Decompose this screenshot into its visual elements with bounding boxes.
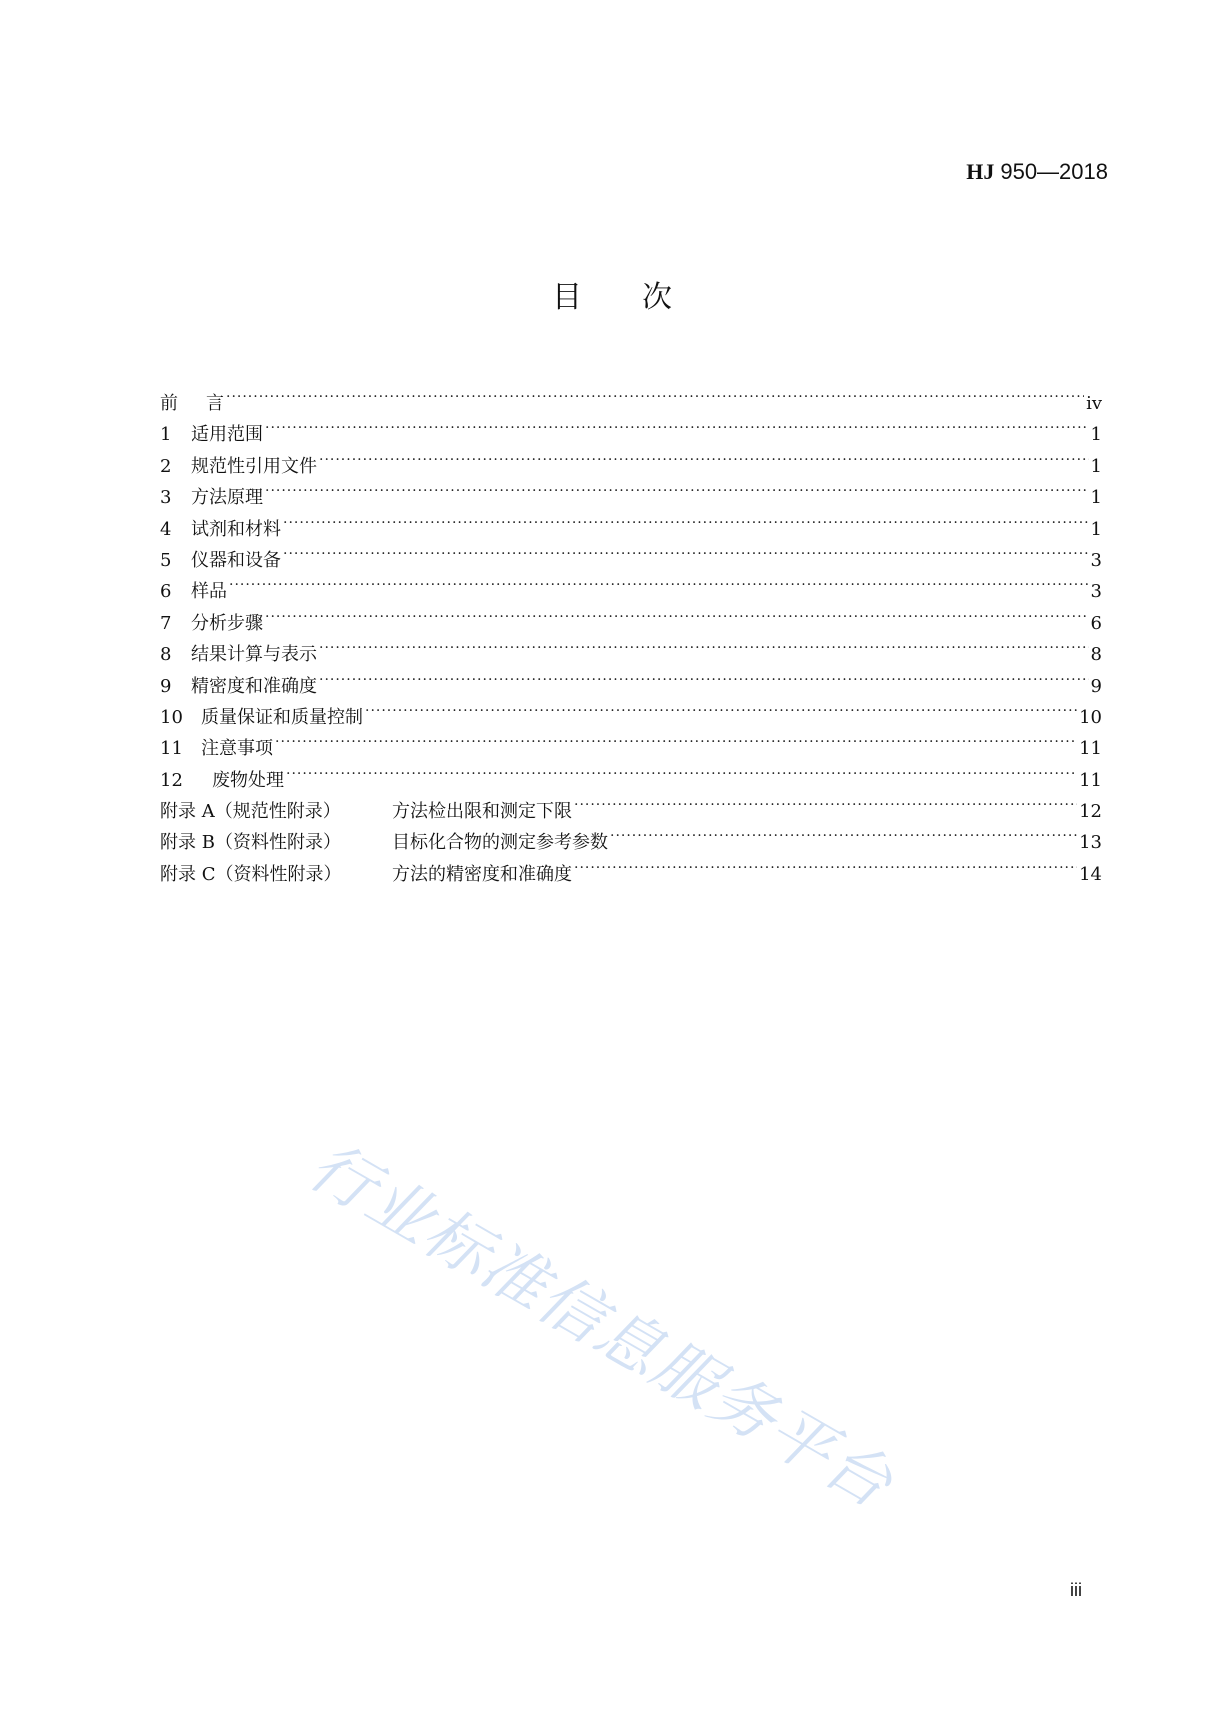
toc-entry-page: 3 [1090, 549, 1102, 571]
toc-entry-label: 方法原理 [191, 487, 263, 509]
toc-entry-number: 6 [160, 581, 172, 603]
toc-entry-page: 9 [1090, 675, 1102, 697]
toc-entry-label: 方法的精密度和准确度 [392, 863, 572, 885]
standard-code [966, 160, 1108, 184]
toc-entry-label: 方法检出限和测定下限 [392, 801, 572, 823]
toc-entry-page: 6 [1090, 612, 1102, 634]
standard-number: 950—2018 [1000, 159, 1108, 184]
toc-leader-dots [265, 598, 1089, 629]
toc-entry-number: 4 [160, 518, 172, 540]
toc-entry-11[interactable] [160, 723, 1102, 760]
toc-entry-number: 3 [160, 487, 172, 509]
watermark: 行业标准信息服务平台 [296, 1129, 906, 1524]
standard-prefix: HJ [966, 159, 995, 184]
toc-entry-label: 注意事项 [201, 738, 273, 760]
toc-entry-label: 适用范围 [191, 424, 263, 446]
toc-entry-label: 规范性引用文件 [191, 455, 317, 477]
toc-entry-page: iv [1086, 393, 1102, 414]
toc-leader-dots [574, 786, 1077, 817]
toc-entry-3[interactable] [160, 472, 1102, 509]
toc-entry-page: 14 [1079, 863, 1102, 885]
toc-entry-label: 言 [206, 393, 224, 414]
toc-entry-page: 1 [1090, 487, 1102, 509]
toc-entry-7[interactable] [160, 598, 1102, 634]
toc-leader-dots [226, 378, 1084, 409]
toc-entry-number: 7 [160, 612, 172, 634]
toc-entry-page: 1 [1090, 424, 1102, 446]
toc-title: 目 次 [552, 280, 672, 315]
toc-entry-number: 9 [160, 675, 172, 697]
toc-entry-5[interactable] [160, 535, 1102, 571]
toc-entry-label: 样品 [191, 581, 227, 603]
toc-entry-number: 附录 B（资料性附录） [160, 832, 341, 854]
toc-entry-number: 11 [160, 738, 183, 760]
toc-entry-number: 5 [160, 549, 172, 571]
toc-entry-number: 10 [160, 706, 183, 728]
toc-leader-dots [265, 472, 1089, 503]
toc-entry-number: 附录 C（资料性附录） [160, 863, 342, 885]
toc-entry-page: 1 [1090, 455, 1102, 477]
toc-entry-label: 废物处理 [212, 769, 284, 791]
toc-leader-dots [283, 504, 1089, 535]
toc-entry-number: 前 [160, 393, 178, 414]
toc-leader-dots [319, 441, 1089, 472]
toc-entry-2[interactable] [160, 441, 1102, 477]
toc-entry-6[interactable] [160, 566, 1102, 603]
page-number: iii [1070, 1580, 1082, 1600]
toc-leader-dots [319, 661, 1089, 692]
toc-entry-page: 11 [1079, 738, 1102, 760]
toc-entry-12[interactable] [160, 755, 1102, 791]
toc-leader-dots [229, 566, 1089, 597]
toc-leader-dots [365, 692, 1077, 723]
toc-entry-label: 仪器和设备 [191, 549, 281, 571]
toc-entry-page: 3 [1090, 581, 1102, 603]
toc-entry-1[interactable] [160, 409, 1102, 446]
toc-entry-4[interactable] [160, 504, 1102, 540]
toc-entry-page: 8 [1090, 644, 1102, 666]
toc-entry-label: 目标化合物的测定参考参数 [392, 832, 608, 854]
toc-entry-page: 1 [1090, 518, 1102, 540]
toc-entry-label: 质量保证和质量控制 [201, 706, 363, 728]
toc-leader-dots [283, 535, 1089, 566]
toc-entry-label: 试剂和材料 [191, 518, 281, 540]
toc-entry-page: 13 [1079, 832, 1102, 854]
toc-leader-dots [286, 755, 1077, 786]
toc-entry-page: 12 [1079, 801, 1102, 823]
toc-entry-label: 结果计算与表示 [191, 644, 317, 666]
toc-entry-foreword[interactable] [160, 378, 1102, 414]
toc-leader-dots [275, 723, 1077, 754]
toc-entry-number: 2 [160, 455, 172, 477]
toc-leader-dots [610, 817, 1077, 848]
toc-entry-8[interactable] [160, 629, 1102, 666]
table-of-contents [160, 378, 1102, 885]
toc-entry-label: 精密度和准确度 [191, 675, 317, 697]
toc-entry-number: 1 [160, 424, 172, 446]
toc-entry-number: 8 [160, 644, 172, 666]
toc-entry-number: 12 [160, 769, 183, 791]
toc-leader-dots [265, 409, 1089, 440]
toc-leader-dots [574, 849, 1077, 880]
toc-entry-number: 附录 A（规范性附录） [160, 801, 341, 823]
toc-entry-page: 10 [1079, 706, 1102, 728]
toc-entry-label: 分析步骤 [191, 612, 263, 634]
toc-leader-dots [319, 629, 1089, 660]
toc-entry-appendix-a[interactable] [160, 786, 1102, 823]
toc-entry-page: 11 [1079, 769, 1102, 791]
